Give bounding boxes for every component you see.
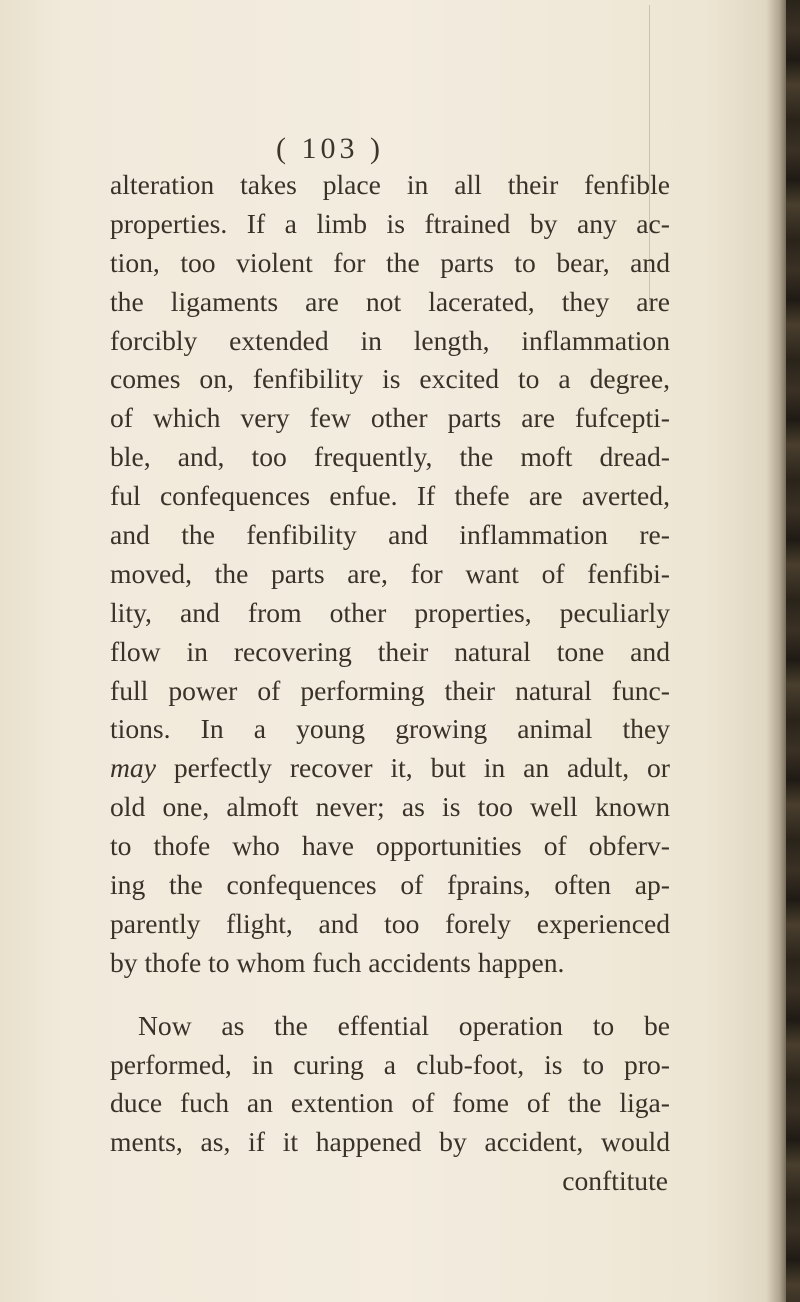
catchword: conftitute xyxy=(562,1165,668,1197)
text-line: may perfectly recover it, but in an adult, or xyxy=(110,752,670,784)
text-line: ble, and, too frequently, the moft dread- xyxy=(110,441,670,473)
italic-word: may xyxy=(110,752,156,784)
text-line: moved, the parts are, for want of fenfibi- xyxy=(110,557,670,589)
paragraph-1 xyxy=(110,166,670,983)
text-line: and the fenfibility and inflammation re- xyxy=(110,519,670,551)
text-line: tions. In a young growing animal they xyxy=(110,713,670,745)
text-line: ful confequences enfue. If thefe are averted, xyxy=(110,480,670,512)
text-line: tion, too violent for the parts to bear, and xyxy=(110,246,670,278)
page-number: ( 103 ) xyxy=(276,132,384,165)
text-line: performed, in curing a club-foot, is to pro- xyxy=(110,1048,670,1080)
text-line: comes on, fenfibility is excited to a degree, xyxy=(110,363,670,395)
text-line: ing the confequences of fprains, often ap- xyxy=(110,869,670,901)
paragraph-2 xyxy=(110,1007,670,1201)
text-line: full power of performing their natural func- xyxy=(110,674,670,706)
text-line: forcibly extended in length, inflammation xyxy=(110,324,670,356)
binding-edge xyxy=(786,0,800,1302)
text-line: lity, and from other properties, peculiarly xyxy=(110,596,670,628)
text-line: flow in recovering their natural tone and xyxy=(110,635,670,667)
text-line: of which very few other parts are fufcepti- xyxy=(110,402,670,434)
text-line: the ligaments are not lacerated, they are xyxy=(110,285,670,317)
text-line: ments, as, if it happened by accident, would xyxy=(110,1126,670,1158)
text-line: duce fuch an extention of fome of the liga- xyxy=(110,1087,670,1119)
text-line: alteration takes place in all their fenfible xyxy=(110,169,670,200)
text-line: by thofe to whom fuch accidents happen. xyxy=(110,946,565,978)
text-line: old one, almoft never; as is too well known xyxy=(110,791,670,823)
text-line: parently flight, and too forely experienced xyxy=(110,907,670,939)
text-line: Now as the effential operation to be xyxy=(138,1009,670,1041)
text-line: to thofe who have opportunities of obferv- xyxy=(110,830,670,862)
text-line: properties. If a limb is ftrained by any ac- xyxy=(110,207,670,239)
body-text xyxy=(110,166,670,1201)
